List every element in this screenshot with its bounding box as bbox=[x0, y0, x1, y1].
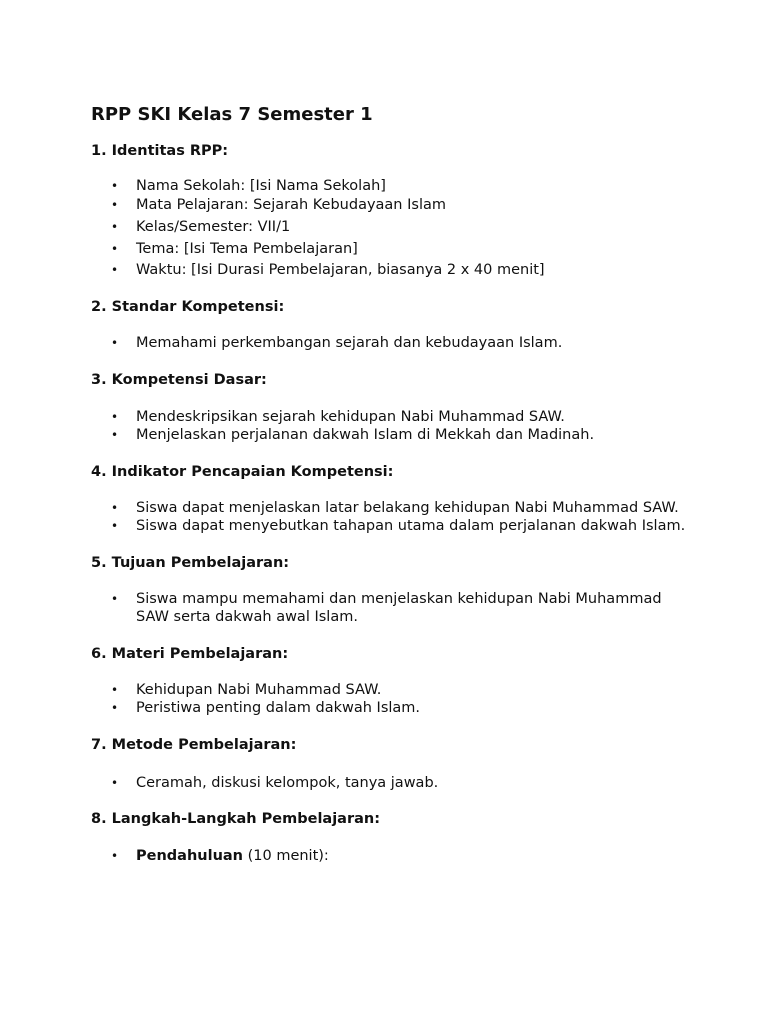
bullet-icon: • bbox=[111, 220, 119, 234]
bullet-list bbox=[91, 681, 691, 718]
list-item: • Ceramah, diskusi kelompok, tanya jawab. bbox=[111, 774, 439, 791]
section-heading: 8. Langkah-Langkah Pembelajaran: bbox=[91, 811, 381, 827]
section-heading: 5. Tujuan Pembelajaran: bbox=[91, 554, 290, 571]
step-label: Pendahuluan bbox=[136, 848, 243, 864]
list-item: • Tema: [Isi Tema Pembelajaran] bbox=[111, 241, 358, 257]
list-item: • Memahami perkembangan sejarah dan kebudayaan Islam. bbox=[111, 335, 563, 351]
section-standar-kompetensi bbox=[91, 297, 691, 353]
section-heading: 7. Metode Pembelajaran: bbox=[91, 736, 297, 753]
bullet-list bbox=[91, 334, 691, 353]
bullet-list bbox=[91, 847, 691, 866]
bullet-icon: • bbox=[111, 519, 119, 533]
list-item: • Siswa dapat menjelaskan latar belakang kehidupan Nabi Muhammad SAW. bbox=[111, 499, 679, 516]
bullet-icon: • bbox=[111, 409, 119, 424]
bullet-list bbox=[91, 408, 691, 445]
bullet-icon: • bbox=[111, 242, 119, 256]
list-item: • Nama Sekolah: [Isi Nama Sekolah] bbox=[111, 178, 386, 194]
section-heading: 3. Kompetensi Dasar: bbox=[91, 371, 267, 388]
bullet-icon: • bbox=[111, 500, 119, 515]
bullet-list bbox=[91, 590, 691, 627]
list-item: • Waktu: [Isi Durasi Pembelajaran, biasanya 2 x 40 menit] bbox=[111, 262, 545, 278]
section-metode bbox=[91, 735, 691, 793]
bullet-list bbox=[91, 177, 691, 280]
section-tujuan bbox=[91, 553, 691, 627]
list-item: • Siswa dapat menyebutkan tahapan utama dalam perjalanan dakwah Islam. bbox=[111, 518, 686, 534]
bullet-icon: • bbox=[111, 263, 119, 277]
section-indikator bbox=[91, 462, 691, 536]
section-langkah bbox=[91, 809, 691, 866]
list-item: • Kehidupan Nabi Muhammad SAW. bbox=[111, 681, 382, 698]
bullet-icon: • bbox=[111, 591, 119, 606]
bullet-icon: • bbox=[111, 198, 119, 212]
list-item: • Menjelaskan perjalanan dakwah Islam di Mekkah dan Madinah. bbox=[111, 427, 595, 443]
bullet-list bbox=[91, 499, 691, 536]
bullet-icon: • bbox=[111, 682, 119, 697]
section-heading: 2. Standar Kompetensi: bbox=[91, 299, 285, 315]
bullet-icon: • bbox=[111, 428, 119, 442]
bullet-icon: • bbox=[111, 775, 119, 790]
list-item: • Mendeskripsikan sejarah kehidupan Nabi Muhammad SAW. bbox=[111, 408, 565, 425]
bullet-icon: • bbox=[111, 336, 119, 350]
section-heading: 1. Identitas RPP: bbox=[91, 143, 229, 159]
bullet-icon: • bbox=[111, 701, 119, 715]
list-item: • Siswa mampu memahami dan menjelaskan kehidupan Nabi Muhammad SAW serta dakwah awal Islam. bbox=[111, 590, 662, 625]
bullet-list bbox=[91, 774, 691, 793]
document-title: RPP SKI Kelas 7 Semester 1 bbox=[91, 104, 373, 125]
bullet-icon: • bbox=[111, 179, 119, 193]
section-kompetensi-dasar bbox=[91, 370, 691, 445]
section-heading: 6. Materi Pembelajaran: bbox=[91, 645, 289, 662]
list-item: • Mata Pelajaran: Sejarah Kebudayaan Islam bbox=[111, 197, 446, 213]
section-materi bbox=[91, 644, 691, 718]
section-identitas bbox=[91, 141, 691, 280]
list-item bbox=[91, 847, 691, 866]
list-item: • Peristiwa penting dalam dakwah Islam. bbox=[111, 700, 421, 716]
bullet-icon: • bbox=[111, 849, 119, 863]
list-item: • Kelas/Semester: VII/1 bbox=[111, 219, 291, 235]
document-page bbox=[91, 103, 691, 866]
step-duration: (10 menit): bbox=[243, 848, 329, 864]
section-heading: 4. Indikator Pencapaian Kompetensi: bbox=[91, 463, 394, 480]
